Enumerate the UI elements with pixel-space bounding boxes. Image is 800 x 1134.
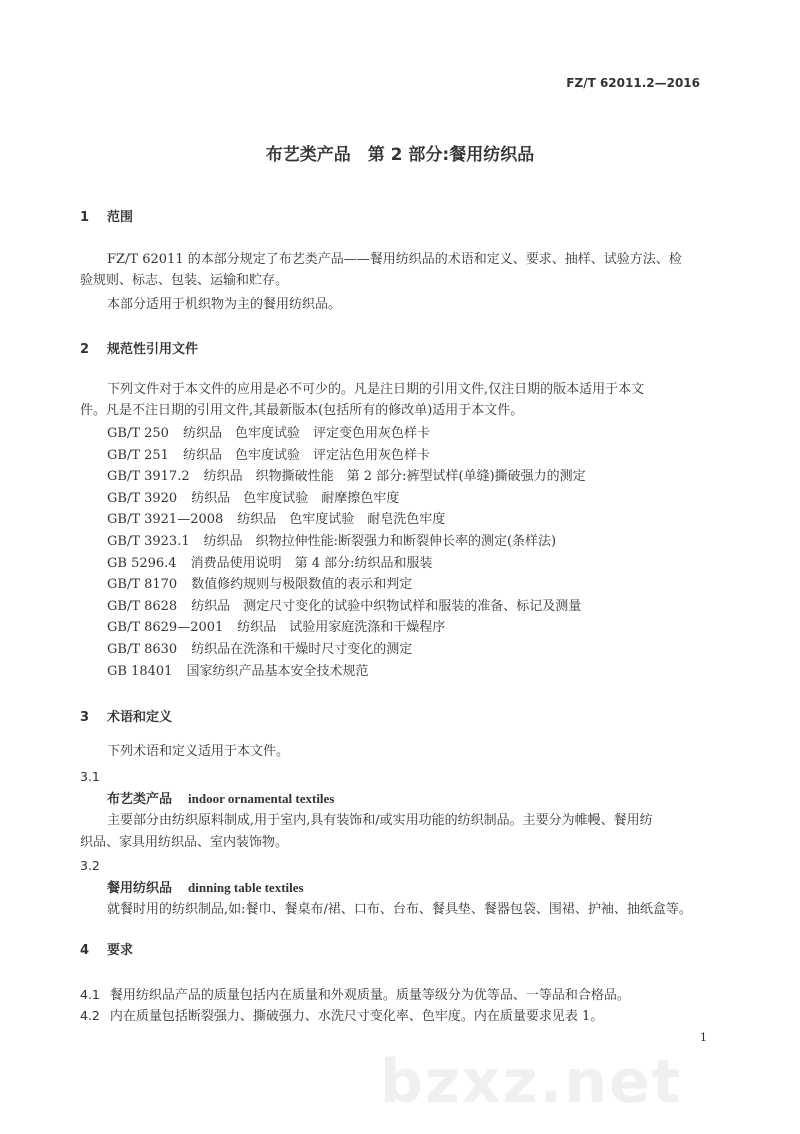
reference-code: GB/T 250 xyxy=(107,426,169,441)
reference-item xyxy=(107,512,459,528)
term-en: indoor ornamental textiles xyxy=(188,791,335,806)
reference-title: 纺织品在洗涤和干燥时尺寸变化的测定 xyxy=(191,642,413,657)
reference-code: GB/T 8170 xyxy=(107,577,178,593)
reference-item xyxy=(107,556,446,572)
term-en: dinning table textiles xyxy=(188,880,304,895)
reference-title: 纺织品 色牢度试验 耐皂洗色牢度 xyxy=(237,512,446,528)
clause-number: 4.1 xyxy=(80,987,100,1002)
reference-title: 纺织品 色牢度试验 评定沾色用灰色样卡 xyxy=(182,447,430,463)
reference-title: 数值修约规则与极限数值的表示和判定 xyxy=(191,577,413,593)
reference-code: GB/T 8630 xyxy=(107,642,178,657)
section-1-heading xyxy=(80,210,133,226)
reference-code: GB/T 3923.1 xyxy=(107,534,190,549)
definition-line: 主要部分由纺织原料制成,用于室内,具有装饰和/或实用功能的纺织制品。主要分为帷幔、餐用纺 xyxy=(107,813,653,828)
section-title: 规范性引用文件 xyxy=(107,342,199,357)
reference-item xyxy=(107,534,570,550)
definition-line: 就餐时用的纺织制品,如:餐巾、餐桌布/裙、口布、台布、餐具垫、餐器包袋、围裙、护袖、抽纸盒等。 xyxy=(107,902,692,917)
reference-code: GB/T 8629—2001 xyxy=(107,620,224,636)
reference-code: GB/T 3921—2008 xyxy=(107,512,224,528)
reference-title: 纺织品 织物撕破性能 第 2 部分:裤型试样(单缝)撕破强力的测定 xyxy=(203,469,586,485)
paragraph-line: FZ/T 62011 的本部分规定了布艺类产品——餐用纺织品的术语和定义、要求、抽样、试验方法、检 xyxy=(107,252,682,267)
paragraph-line: 本部分适用于机织物为主的餐用纺织品。 xyxy=(107,297,342,312)
reference-title: 纺织品 织物拉伸性能:断裂强力和断裂伸长率的测定(条样法) xyxy=(203,534,557,549)
reference-code: GB/T 8628 xyxy=(107,598,178,614)
term-number: 3.2 xyxy=(80,858,100,873)
section-title: 范围 xyxy=(107,210,134,225)
section-2-heading xyxy=(80,342,198,358)
section-title: 要求 xyxy=(107,943,134,958)
reference-item xyxy=(107,599,595,615)
watermark: bzxz.net xyxy=(380,1047,683,1117)
section-4-heading xyxy=(80,943,133,959)
definition-line: 织品、家具用纺织品、室内装饰物。 xyxy=(80,835,289,850)
term-zh: 餐用纺织品 xyxy=(107,881,173,896)
reference-item xyxy=(107,448,444,464)
reference-title: 纺织品 色牢度试验 评定变色用灰色样卡 xyxy=(182,426,430,441)
clause-4-1 xyxy=(80,987,630,1004)
page-number: 1 xyxy=(700,1031,707,1044)
section-title: 术语和定义 xyxy=(107,710,173,725)
paragraph-line: 下列文件对于本文件的应用是必不可少的。凡是注日期的引用文件,仅注日期的版本适用于本文 xyxy=(107,382,645,397)
reference-item xyxy=(107,664,382,680)
reference-item xyxy=(107,491,413,507)
standard-code: FZ/T 62011.2—2016 xyxy=(566,76,700,90)
section-number: 3 xyxy=(80,710,90,725)
page-title: 布艺类产品 第 2 部分:餐用纺织品 xyxy=(265,145,535,165)
reference-title: 国家纺织产品基本安全技术规范 xyxy=(186,663,369,679)
section-number: 1 xyxy=(80,210,90,225)
reference-code: GB/T 3917.2 xyxy=(107,469,190,485)
section-number: 4 xyxy=(80,943,90,958)
term-heading xyxy=(107,791,334,808)
reference-item xyxy=(107,469,600,485)
paragraph-line: 下列术语和定义适用于本文件。 xyxy=(107,744,290,759)
reference-title: 纺织品 测定尺寸变化的试验中织物试样和服装的准备、标记及测量 xyxy=(191,598,582,614)
reference-item xyxy=(107,577,426,593)
clause-4-2 xyxy=(80,1008,603,1025)
clause-text: 内在质量包括断裂强力、撕破强力、水洗尺寸变化率、色牢度。内在质量要求见表 1。 xyxy=(109,1009,604,1024)
clause-number: 4.2 xyxy=(80,1008,100,1023)
reference-item xyxy=(107,642,426,658)
reference-code: GB/T 3920 xyxy=(107,490,178,506)
reference-code: GB 5296.4 xyxy=(107,555,177,571)
term-number: 3.1 xyxy=(80,769,100,784)
paragraph-line: 件。凡是不注日期的引用文件,其最新版本(包括所有的修改单)适用于本文件。 xyxy=(80,403,524,418)
term-zh: 布艺类产品 xyxy=(107,792,173,807)
section-number: 2 xyxy=(80,342,90,357)
reference-code: GB 18401 xyxy=(107,663,173,679)
term-heading xyxy=(107,880,304,897)
reference-title: 消费品使用说明 第 4 部分:纺织品和服装 xyxy=(190,555,433,571)
section-3-heading xyxy=(80,710,172,726)
paragraph-line: 验规则、标志、包装、运输和贮存。 xyxy=(80,273,289,288)
reference-title: 纺织品 色牢度试验 耐摩擦色牢度 xyxy=(191,490,400,506)
clause-text: 餐用纺织品产品的质量包括内在质量和外观质量。质量等级分为优等品、一等品和合格品。 xyxy=(109,988,630,1003)
reference-title: 纺织品 试验用家庭洗涤和干燥程序 xyxy=(237,620,446,636)
reference-item xyxy=(107,426,444,442)
reference-item xyxy=(107,620,459,636)
reference-code: GB/T 251 xyxy=(107,447,169,463)
